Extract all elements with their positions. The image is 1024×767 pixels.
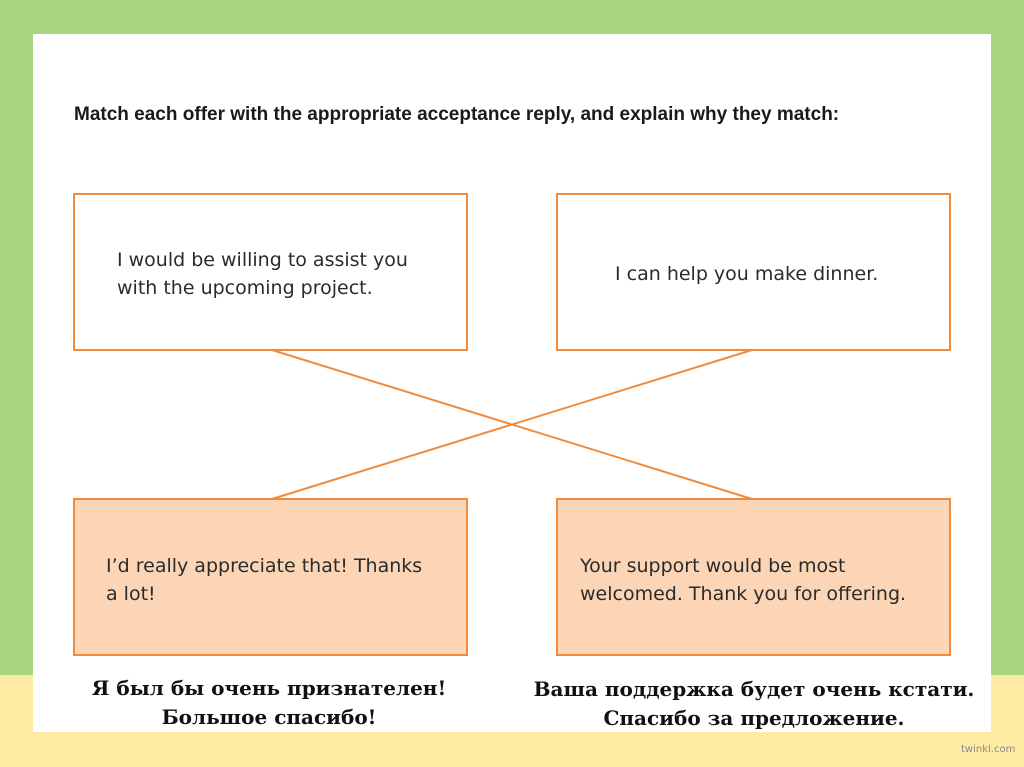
offer-text-1-line-1: I would be willing to assist you (117, 249, 408, 271)
translation-1 (60, 674, 478, 732)
reply-text-2-line-2: welcomed. Thank you for offering. (580, 583, 907, 605)
reply-box-1[interactable] (73, 498, 468, 656)
offer-text-1-line-2: with the upcoming project. (117, 277, 373, 299)
offer-text-2-line-1: I can help you make dinner. (615, 263, 879, 285)
translation-2-line-1: Ваша поддержка будет очень кстати. (533, 677, 975, 701)
reply-text-2-line-1: Your support would be most (580, 555, 846, 577)
reply-box-2[interactable] (556, 498, 951, 656)
translation-2 (500, 675, 1008, 733)
instruction-heading: Match each offer with the appropriate acceptance reply, and explain why they match: (74, 104, 840, 125)
reply-text-1-line-2: a lot! (106, 583, 156, 605)
translation-2-line-2: Спасибо за предложение. (603, 706, 905, 730)
offer-box-2[interactable] (556, 193, 951, 351)
reply-text-1-line-1: I’d really appreciate that! Thanks (106, 555, 423, 577)
twinkl-watermark: twinkl.com (961, 744, 1016, 755)
translation-1-line-1: Я был бы очень признателен! (91, 676, 447, 700)
offer-box-1[interactable] (73, 193, 468, 351)
translation-1-line-2: Большое спасибо! (161, 705, 377, 729)
